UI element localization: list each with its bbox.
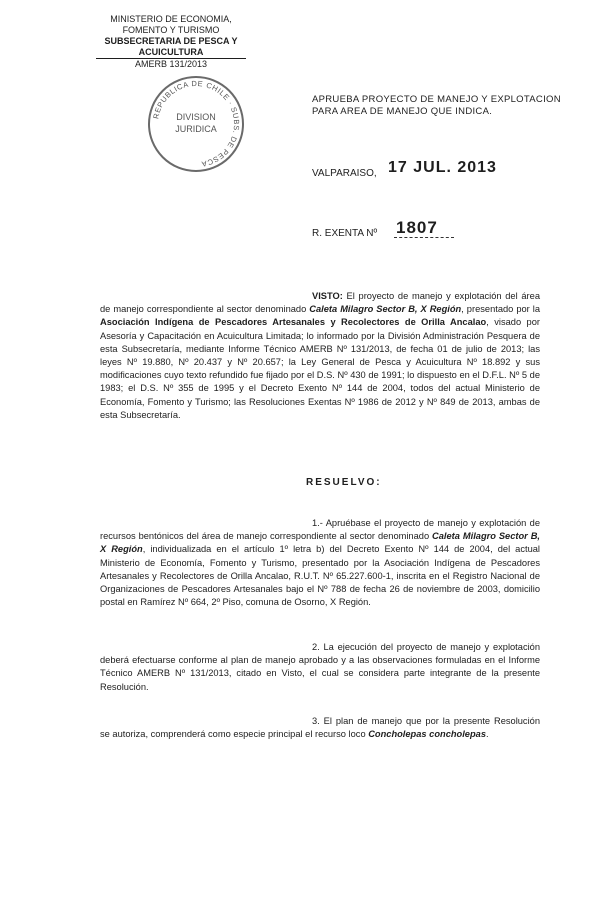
item-1-sector-name: Caleta Milagro Sector B, X Región	[100, 531, 540, 555]
item-3-paragraph	[100, 715, 540, 741]
resolution-label: R. EXENTA Nº	[312, 228, 378, 239]
division-juridica-stamp	[148, 76, 244, 172]
letterhead-ministry: MINISTERIO DE ECONOMIA,	[110, 14, 232, 24]
item-3-text-1: 3. El plan de manejo que por la presente Resolución se autoriza, comprenderá como especie principal el recurso loco	[100, 716, 540, 740]
item-3-species: Concholepas concholepas	[368, 729, 486, 740]
item-1-text-2: , individualizada en el artículo 1º letra b) del Decreto Exento Nº 144 de 2004, del actual Ministerio de Economía, Fomento y Turismo, presentado por la Asociación Indígena de Pescadores Artesanales y Recolectores de Orilla Ancalao, R.U.T. Nº 65.227.600-1, inscrita en el Registro Nacional de Organizaciones de Pescadores Artesanales bajo el Nº 788 de fecha 26 de noviembre de 2003, domicilio postal en Ramírez Nº 664, 2º Piso, comuna de Osorno, X Región.	[100, 544, 540, 608]
resolution-number: 1807	[396, 218, 438, 237]
letterhead	[96, 14, 246, 70]
place-label: VALPARAISO,	[312, 168, 377, 179]
item-2-paragraph	[100, 641, 540, 694]
letterhead-subsecretaria: SUBSECRETARIA DE PESCA Y ACUICULTURA	[96, 36, 246, 59]
resolution-underline	[394, 237, 454, 238]
resuelvo-heading: RESUELVO:	[306, 477, 382, 488]
visto-paragraph	[100, 290, 540, 422]
item-2-text: 2. La ejecución del proyecto de manejo y explotación deberá efectuarse conforme al plan de manejo aprobado y a las observaciones formuladas en el Informe Técnico AMERB Nº 131/2013, citado en Visto, el cual se considera parte integrante de la presente Resolución.	[100, 642, 540, 692]
letterhead-ministry-2: FOMENTO Y TURISMO	[122, 25, 220, 35]
visto-organization: Asociación Indígena de Pescadores Artesanales y Recolectores de Orilla Ancalao	[100, 317, 487, 328]
subject-line1: APRUEBA PROYECTO DE MANEJO Y EXPLOTACION	[312, 94, 561, 105]
item-1-paragraph	[100, 517, 540, 609]
visto-sector-name: Caleta Milagro Sector B, X Región	[309, 304, 462, 315]
item-3-text-2: .	[486, 729, 489, 740]
visto-text-2: , presentado por la	[461, 304, 541, 315]
visto-text-1: El proyecto de manejo y explotación del área de manejo correspondiente al sector denominado	[100, 291, 540, 315]
date-stamp: 17 JUL. 2013	[388, 159, 497, 176]
stamp-center-line1: DIVISION	[176, 112, 216, 122]
subject-line2: PARA AREA DE MANEJO QUE INDICA.	[312, 106, 493, 117]
visto-text-3: , visado por Asesoría y Capacitación en Acuicultura Limitada; lo informado por la División Administración Pesquera de esta Subsecretaría, mediante Informe Técnico AMERB Nº 131/2013, de fecha 01 de julio de 2013; las leyes Nº 19.880, Nº 20.437 y Nº 20.657; la Ley General de Pesca y Acuicultura Nº 18.892 y sus modificaciones cuyo texto refundido fue fijado por el D.S. Nº 430 de 1991; lo dispuesto en el D.F.L. Nº 5 de 1983; el D.S. Nº 355 de 1995 y el Decreto Exento Nº 144 de 2004, todos del actual Ministerio de Economía, Fomento y Turismo; las Resoluciones Exentas Nº 1986 de 2012 y Nº 849 de 2013, ambas de esta Subsecretaría.	[100, 317, 540, 420]
stamp-center-line2: JURIDICA	[175, 124, 217, 134]
letterhead-reference: AMERB 131/2013	[134, 59, 208, 69]
item-1-text-1: 1.- Apruébase el proyecto de manejo y explotación de recursos bentónicos del área de manejo correspondiente al sector denominado	[100, 518, 540, 542]
subject-block	[312, 94, 561, 118]
visto-label: VISTO:	[312, 291, 343, 301]
stamp-ring-label: REPUBLICA DE CHILE · SUBS. DE PESCA	[151, 78, 242, 169]
stamp-ring-text	[148, 76, 244, 172]
